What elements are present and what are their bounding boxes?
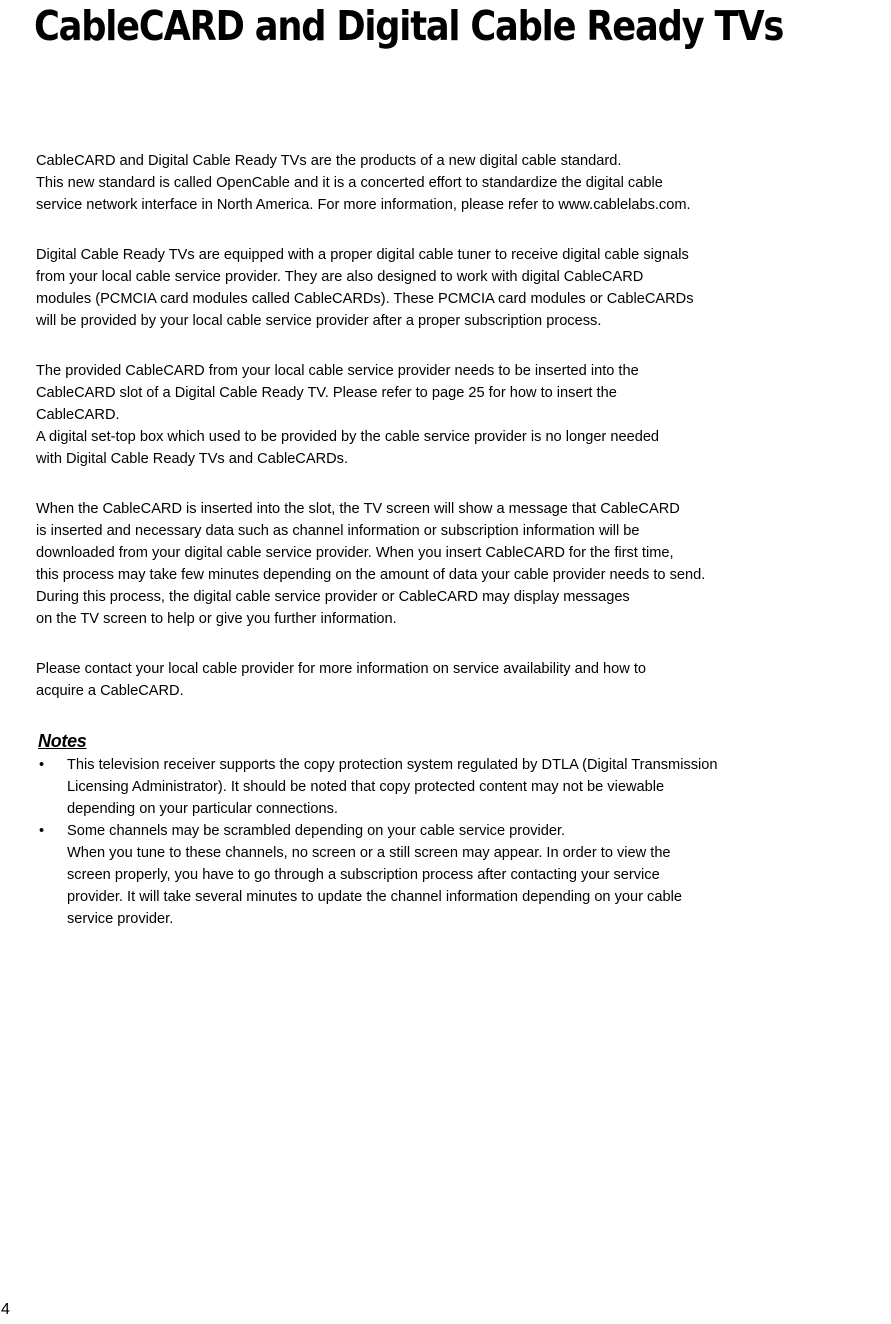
text-line: CableCARD.	[36, 407, 120, 423]
paragraph-insert-cablecard	[36, 360, 886, 470]
page-number: 4	[1, 1301, 10, 1318]
text-line: Digital Cable Ready TVs are equipped with a proper digital cable tuner to receive digital cable signals	[36, 247, 689, 263]
page-title: CableCARD and Digital Cable Ready TVs	[34, 2, 784, 50]
body-text	[36, 150, 886, 930]
text-line: will be provided by your local cable service provider after a proper subscription process.	[36, 313, 602, 329]
text-line: This television receiver supports the copy protection system regulated by DTLA (Digital Transmission	[67, 757, 718, 773]
text-line: When you tune to these channels, no screen or a still screen may appear. In order to view the	[67, 845, 671, 861]
text-line: from your local cable service provider. They are also designed to work with digital CableCARD	[36, 269, 644, 285]
text-line: service provider.	[67, 911, 174, 927]
text-line: modules (PCMCIA card modules called CableCARDs). These PCMCIA card modules or CableCARDs	[36, 291, 694, 307]
text-line: Some channels may be scrambled depending on your cable service provider.	[67, 823, 566, 839]
text-line: this process may take few minutes depending on the amount of data your cable provider needs to send.	[36, 567, 706, 583]
text-line: Please contact your local cable provider for more information on service availability and how to	[36, 661, 647, 677]
text-line: Licensing Administrator). It should be noted that copy protected content may not be viewable	[67, 779, 665, 795]
text-line: screen properly, you have to go through a subscription process after contacting your service	[67, 867, 660, 883]
note-item	[36, 754, 886, 820]
text-line: service network interface in North America. For more information, please refer to www.cablelabs.com.	[36, 197, 691, 213]
text-line: When the CableCARD is inserted into the slot, the TV screen will show a message that CableCARD	[36, 501, 680, 517]
text-line: CableCARD and Digital Cable Ready TVs are the products of a new digital cable standard.	[36, 153, 622, 169]
text-line: provider. It will take several minutes to update the channel information depending on your cable	[67, 889, 682, 905]
text-line: with Digital Cable Ready TVs and CableCARDs.	[36, 451, 349, 467]
notes-heading: Notes	[38, 731, 87, 751]
paragraph-download-process	[36, 498, 886, 630]
text-line: depending on your particular connections.	[67, 801, 338, 817]
bullet-icon: •	[39, 823, 45, 839]
text-line: is inserted and necessary data such as channel information or subscription information will be	[36, 523, 640, 539]
text-line: acquire a CableCARD.	[36, 683, 184, 699]
note-item	[36, 820, 886, 930]
paragraph-digital-cable-ready	[36, 244, 886, 332]
text-line: The provided CableCARD from your local cable service provider needs to be inserted into the	[36, 363, 639, 379]
text-line: During this process, the digital cable service provider or CableCARD may display messages	[36, 589, 630, 605]
notes-section	[36, 730, 886, 930]
text-line: A digital set-top box which used to be provided by the cable service provider is no longer needed	[36, 429, 660, 445]
paragraph-contact-provider	[36, 658, 886, 702]
text-line: downloaded from your digital cable service provider. When you insert CableCARD for the first time,	[36, 545, 674, 561]
bullet-icon: •	[39, 757, 45, 773]
text-line: This new standard is called OpenCable and it is a concerted effort to standardize the digital cable	[36, 175, 663, 191]
paragraph-intro	[36, 150, 886, 216]
notes-list	[36, 754, 886, 930]
text-line: CableCARD slot of a Digital Cable Ready TV. Please refer to page 25 for how to insert the	[36, 385, 617, 401]
text-line: on the TV screen to help or give you further information.	[36, 611, 397, 627]
